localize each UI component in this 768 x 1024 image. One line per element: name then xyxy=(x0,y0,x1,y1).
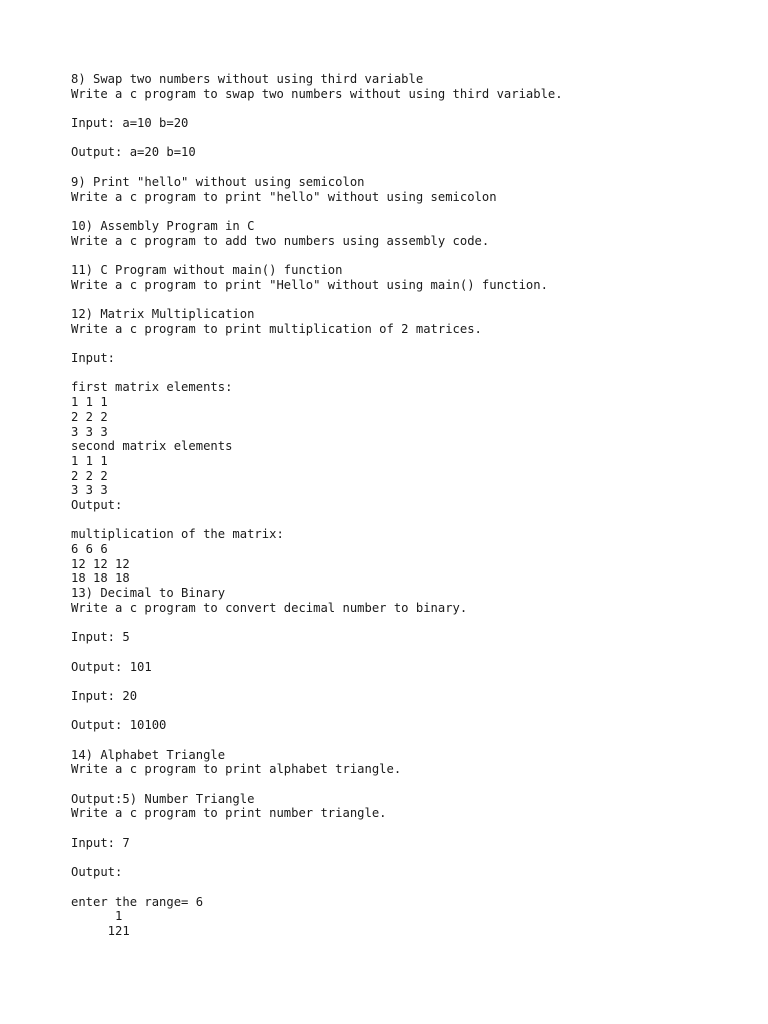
blank-line xyxy=(71,292,751,307)
text-line: Write a c program to swap two numbers without using third variable. xyxy=(71,86,563,101)
text-line: Write a c program to convert decimal number to binary. xyxy=(71,600,468,615)
text-line: Output: 10100 xyxy=(71,718,167,733)
text-line: 1 xyxy=(71,909,123,924)
blank-line xyxy=(71,131,751,146)
blank-line xyxy=(71,101,751,116)
text-line: Write a c program to print multiplication of 2 matrices. xyxy=(71,321,482,336)
text-line: Output: 101 xyxy=(71,659,152,674)
blank-line xyxy=(71,645,751,660)
text-line: 11) C Program without main() function xyxy=(71,262,343,277)
blank-line xyxy=(71,674,751,689)
document-page xyxy=(71,72,751,939)
blank-line xyxy=(71,821,751,836)
blank-line xyxy=(71,615,751,630)
text-line: 10) Assembly Program in C xyxy=(71,218,255,233)
text-line: Write a c program to print "hello" without using semicolon xyxy=(71,189,497,204)
text-line: Output: a=20 b=10 xyxy=(71,145,196,160)
blank-line xyxy=(71,850,751,865)
text-line: Input: 5 xyxy=(71,630,130,645)
text-line: second matrix elements xyxy=(71,439,233,454)
text-line: Output: xyxy=(71,497,123,512)
text-line: 6 6 6 xyxy=(71,542,108,556)
blank-line xyxy=(71,336,751,351)
text-line: 18 18 18 xyxy=(71,571,130,586)
blank-line xyxy=(71,248,751,263)
text-line: enter the range= 6 xyxy=(71,894,204,909)
text-line: 3 3 3 xyxy=(71,483,108,498)
blank-line xyxy=(71,880,751,895)
blank-line xyxy=(71,204,751,219)
blank-line xyxy=(71,160,751,175)
blank-line xyxy=(71,366,751,381)
blank-line xyxy=(71,777,751,792)
text-line: Input: a=10 b=20 xyxy=(71,116,189,131)
text-line: Write a c program to print "Hello" without using main() function. xyxy=(71,277,548,292)
blank-line xyxy=(71,704,751,719)
text-line: 8) Swap two numbers without using third variable xyxy=(71,72,424,86)
text-line: Write a c program to print number triangle. xyxy=(71,806,387,821)
text-line: Input: 7 xyxy=(71,835,130,850)
text-line: Write a c program to add two numbers using assembly code. xyxy=(71,233,490,248)
text-line: 9) Print "hello" without using semicolon xyxy=(71,174,365,189)
blank-line xyxy=(71,733,751,748)
text-line: 1 1 1 xyxy=(71,395,108,410)
text-line: 2 2 2 xyxy=(71,468,108,483)
text-line: multiplication of the matrix: xyxy=(71,527,284,542)
text-line: 3 3 3 xyxy=(71,424,108,439)
text-line: Output: xyxy=(71,865,123,880)
text-line: 2 2 2 xyxy=(71,409,108,424)
text-line: 13) Decimal to Binary xyxy=(71,586,226,601)
text-line: Write a c program to print alphabet triangle. xyxy=(71,762,402,777)
text-line: 1 1 1 xyxy=(71,453,108,468)
text-line: Output:5) Number Triangle xyxy=(71,791,255,806)
text-line: 121 xyxy=(71,923,130,938)
text-line: Input: xyxy=(71,351,116,366)
text-line: 12 12 12 xyxy=(71,556,130,571)
text-line: first matrix elements: xyxy=(71,380,233,395)
text-line: 12) Matrix Multiplication xyxy=(71,307,255,321)
text-line: 14) Alphabet Triangle xyxy=(71,747,226,762)
blank-line xyxy=(71,513,751,528)
text-line: Input: 20 xyxy=(71,688,138,703)
